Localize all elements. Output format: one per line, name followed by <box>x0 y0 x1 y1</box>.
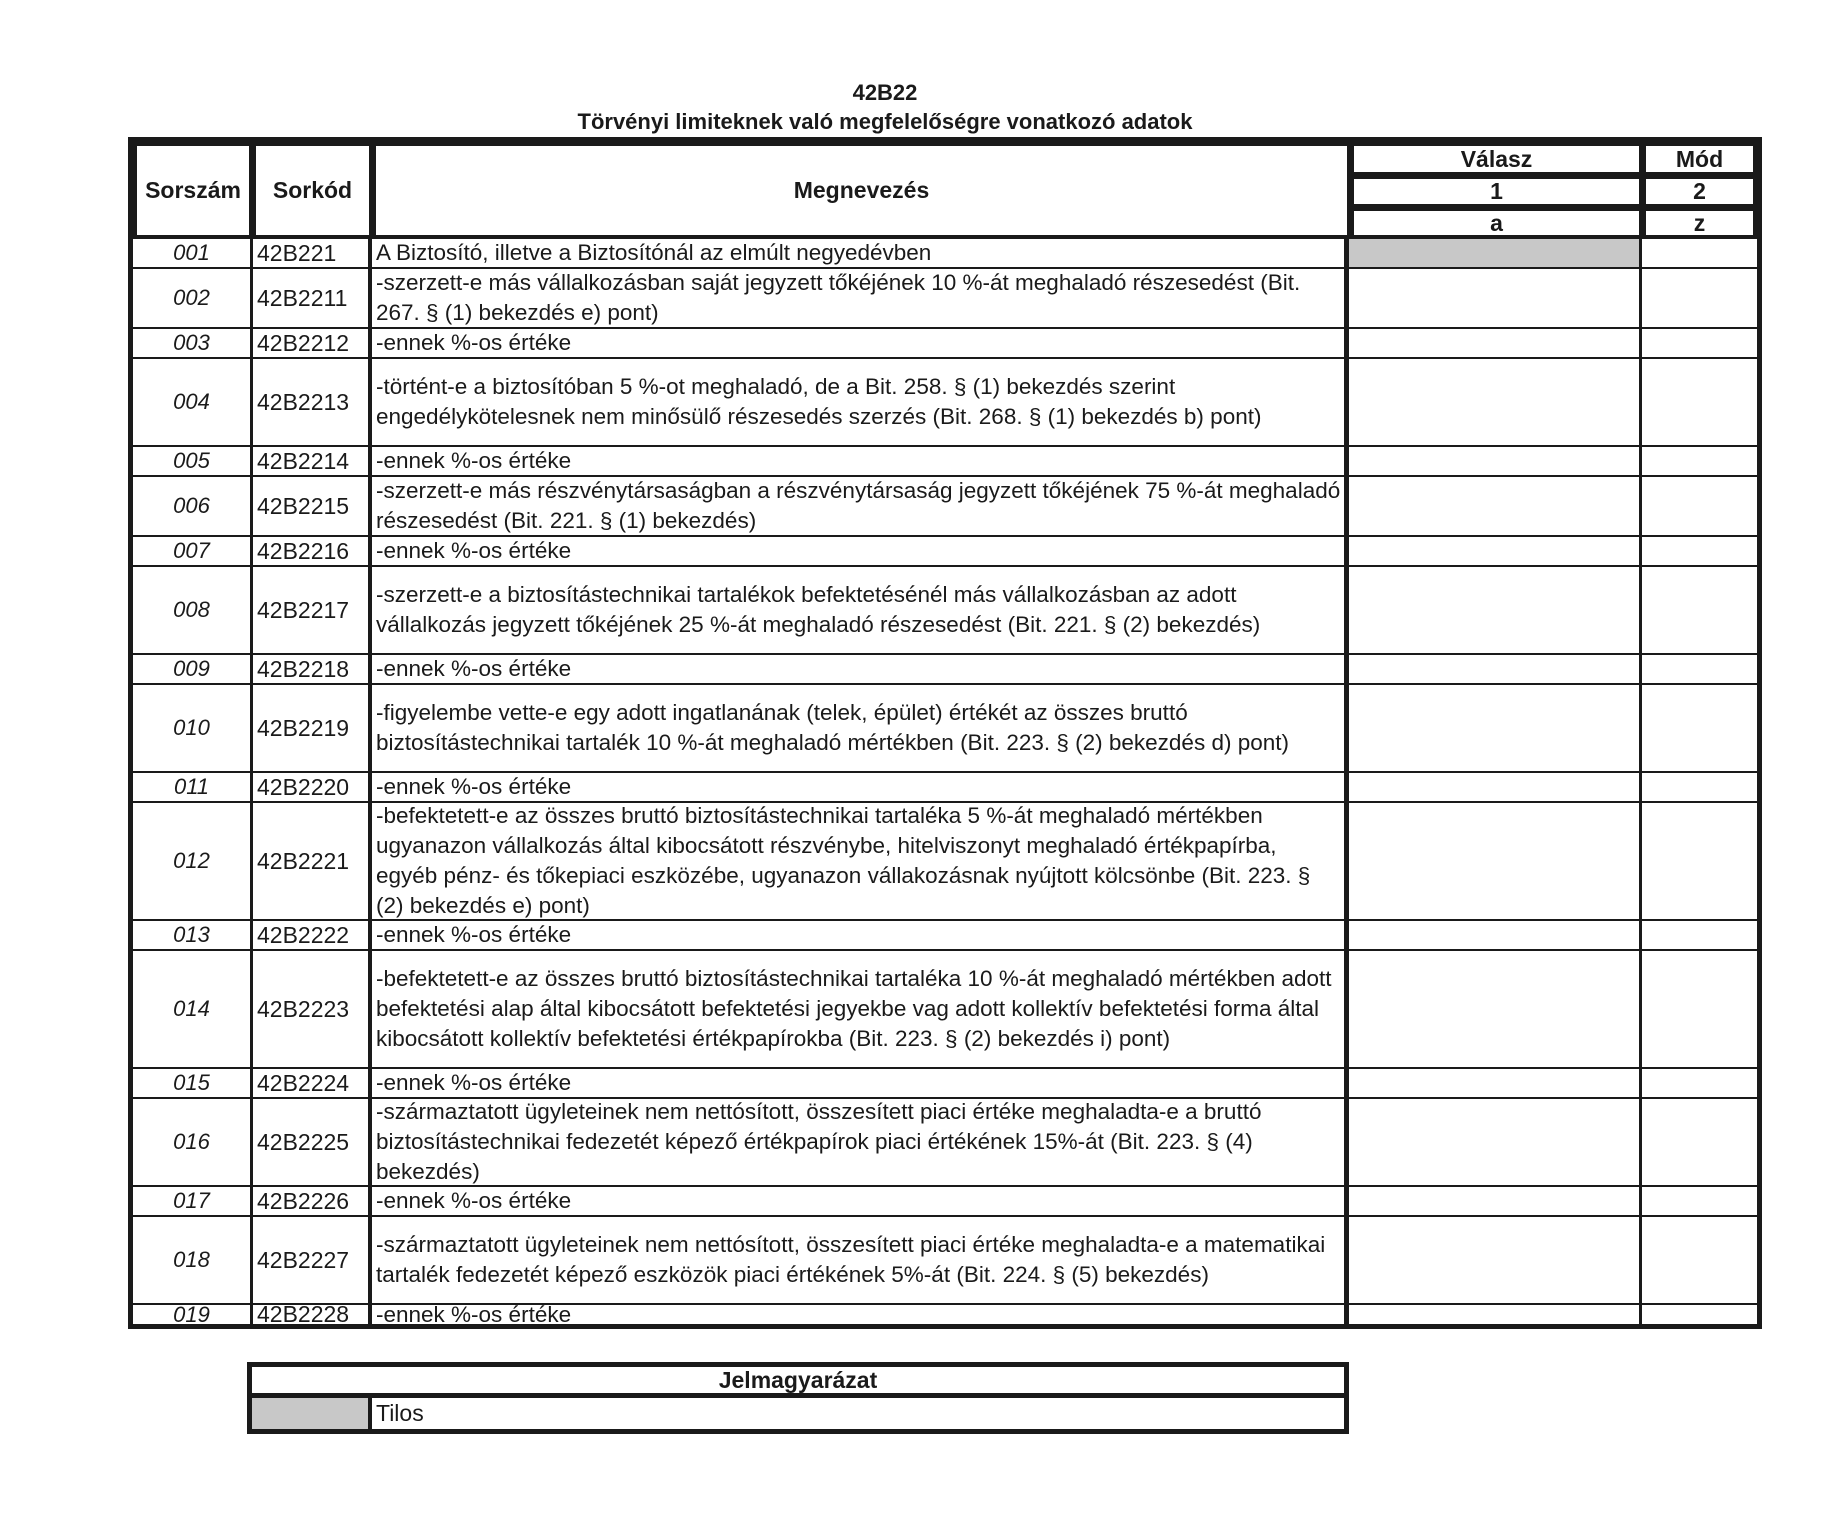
row-number: 014 <box>133 951 253 1069</box>
mode-cell[interactable] <box>1642 685 1757 773</box>
row-code: 42B2223 <box>253 951 372 1069</box>
row-code: 42B221 <box>253 239 372 269</box>
row-number: 003 <box>133 329 253 359</box>
answer-cell[interactable] <box>1349 803 1642 921</box>
row-description: -ennek %-os értéke <box>372 329 1349 359</box>
mode-cell[interactable] <box>1642 269 1757 329</box>
row-number: 009 <box>133 655 253 685</box>
row-code: 42B2222 <box>253 921 372 951</box>
answer-cell[interactable] <box>1349 685 1642 773</box>
header-megnevezes: Megnevezés <box>372 142 1351 239</box>
answer-cell[interactable] <box>1349 329 1642 359</box>
row-description: -szerzett-e más vállalkozásban saját jegyzett tőkéjének 10 %-át meghaladó részesedést (Bit. 267. § (1) bekezdés e) pont) <box>372 269 1349 329</box>
mode-cell[interactable] <box>1642 1099 1757 1187</box>
row-description: -ennek %-os értéke <box>372 447 1349 477</box>
row-description: -szerzett-e más részvénytársaságban a részvénytársaság jegyzett tőkéjének 75 %-át meghaladó részesedést (Bit. 221. § (1) bekezdés) <box>372 477 1349 537</box>
header-sorszam: Sorszám <box>133 142 253 239</box>
header-valasz-number: 1 <box>1350 175 1643 208</box>
row-number: 012 <box>133 803 253 921</box>
header-valasz-letter: a <box>1350 207 1643 239</box>
mode-cell[interactable] <box>1642 1217 1757 1305</box>
mode-cell[interactable] <box>1642 921 1757 951</box>
table-row <box>133 1069 1757 1099</box>
row-description: -ennek %-os értéke <box>372 1305 1349 1324</box>
table-row <box>133 269 1757 329</box>
answer-cell-forbidden <box>1349 239 1642 269</box>
row-code: 42B2211 <box>253 269 372 329</box>
row-code: 42B2221 <box>253 803 372 921</box>
row-number: 001 <box>133 239 253 269</box>
row-description: A Biztosító, illetve a Biztosítónál az elmúlt negyedévben <box>372 239 1349 269</box>
mode-cell[interactable] <box>1642 329 1757 359</box>
row-code: 42B2217 <box>253 567 372 655</box>
row-description: -szerzett-e a biztosítástechnikai tartalékok befektetésénél más vállalkozásban az adott vállalkozás jegyzett tőkéjének 25 %-át meghaladó részesedést (Bit. 221. § (2) bekezdés) <box>372 567 1349 655</box>
row-code: 42B2228 <box>253 1305 372 1324</box>
legend-swatch-forbidden <box>252 1398 372 1429</box>
row-description: -figyelembe vette-e egy adott ingatlanának (telek, épület) értékét az összes bruttó biztosítástechnikai tartalék 10 %-át meghaladó mértékben (Bit. 223. § (2) bekezdés d) pont) <box>372 685 1349 773</box>
table-row <box>133 1217 1757 1305</box>
header-mod-number: 2 <box>1642 175 1757 208</box>
answer-cell[interactable] <box>1349 477 1642 537</box>
row-description: -befektetett-e az összes bruttó biztosítástechnikai tartaléka 5 %-át meghaladó mértékben ugyanazon vállalkozás által kibocsátott részvénybe, hitelviszonyt meghaladó értékpapírba, egyéb pénz- és tőkepiaci eszközébe, ugyanazon vállakozásnak nyújtott kölcsönbe (Bit. 223. § (2) bekezdés e) pont) <box>372 803 1349 921</box>
mode-cell[interactable] <box>1642 951 1757 1069</box>
answer-cell[interactable] <box>1349 1305 1642 1324</box>
row-number: 016 <box>133 1099 253 1187</box>
answer-cell[interactable] <box>1349 655 1642 685</box>
table-row <box>133 447 1757 477</box>
table-row <box>133 477 1757 537</box>
row-description: -ennek %-os értéke <box>372 1187 1349 1217</box>
mode-cell[interactable] <box>1642 359 1757 447</box>
mode-cell[interactable] <box>1642 1069 1757 1099</box>
row-code: 42B2218 <box>253 655 372 685</box>
row-description: -történt-e a biztosítóban 5 %-ot meghaladó, de a Bit. 258. § (1) bekezdés szerint engedélykötelesnek nem minősülő részesedés szerzés (Bit. 268. § (1) bekezdés b) pont) <box>372 359 1349 447</box>
answer-cell[interactable] <box>1349 447 1642 477</box>
table-row <box>133 567 1757 655</box>
row-code: 42B2216 <box>253 537 372 567</box>
row-number: 002 <box>133 269 253 329</box>
page-header <box>0 78 1770 136</box>
answer-cell[interactable] <box>1349 773 1642 803</box>
legend-label-forbidden: Tilos <box>376 1400 424 1426</box>
legend <box>247 1362 1349 1434</box>
row-number: 008 <box>133 567 253 655</box>
row-number: 007 <box>133 537 253 567</box>
row-number: 010 <box>133 685 253 773</box>
table-row <box>133 951 1757 1069</box>
answer-cell[interactable] <box>1349 537 1642 567</box>
mode-cell[interactable] <box>1642 803 1757 921</box>
table-row <box>133 329 1757 359</box>
row-description: -ennek %-os értéke <box>372 921 1349 951</box>
answer-cell[interactable] <box>1349 269 1642 329</box>
table-row <box>133 685 1757 773</box>
row-number: 011 <box>133 773 253 803</box>
table-row <box>133 921 1757 951</box>
mode-cell[interactable] <box>1642 537 1757 567</box>
row-code: 42B2214 <box>253 447 372 477</box>
answer-cell[interactable] <box>1349 1099 1642 1187</box>
header-mod: Mód <box>1642 142 1757 176</box>
legend-title: Jelmagyarázat <box>252 1367 1344 1398</box>
mode-cell[interactable] <box>1642 447 1757 477</box>
page-title: Törvényi limiteknek való megfelelőségre vonatkozó adatok <box>577 109 1193 134</box>
answer-cell[interactable] <box>1349 1217 1642 1305</box>
row-description: -ennek %-os értéke <box>372 1069 1349 1099</box>
row-description: -ennek %-os értéke <box>372 537 1349 567</box>
header-sorkod: Sorkód <box>252 142 373 239</box>
row-code: 42B2227 <box>253 1217 372 1305</box>
row-code: 42B2212 <box>253 329 372 359</box>
mode-cell[interactable] <box>1642 773 1757 803</box>
table-row <box>133 1187 1757 1217</box>
answer-cell[interactable] <box>1349 567 1642 655</box>
mode-cell[interactable] <box>1642 655 1757 685</box>
table-row <box>133 359 1757 447</box>
row-number: 005 <box>133 447 253 477</box>
row-code: 42B2215 <box>253 477 372 537</box>
row-description: -származtatott ügyleteinek nem nettósított, összesített piaci értéke meghaladta-e a matematikai tartalék fedezetét képező eszközök piaci értékének 5%-át (Bit. 224. § (5) bekezdés) <box>372 1217 1349 1305</box>
row-description: -származtatott ügyleteinek nem nettósított, összesített piaci értéke meghaladta-e a bruttó biztosítástechnikai fedezetét képező értékpapírok piaci értékének 15%-át (Bit. 223. § (4) bekezdés) <box>372 1099 1349 1187</box>
table-row <box>133 239 1757 269</box>
row-description: -ennek %-os értéke <box>372 655 1349 685</box>
answer-cell[interactable] <box>1349 921 1642 951</box>
row-code: 42B2219 <box>253 685 372 773</box>
form-code: 42B22 <box>852 80 918 105</box>
mode-cell[interactable] <box>1642 567 1757 655</box>
table-row <box>133 1099 1757 1187</box>
row-number: 006 <box>133 477 253 537</box>
row-code: 42B2226 <box>253 1187 372 1217</box>
row-number: 019 <box>133 1305 253 1324</box>
mode-cell[interactable] <box>1642 239 1757 269</box>
mode-cell[interactable] <box>1642 1187 1757 1217</box>
row-number: 004 <box>133 359 253 447</box>
row-description: -befektetett-e az összes bruttó biztosítástechnikai tartaléka 10 %-át meghaladó mértékben adott befektetési alap által kibocsátott befektetési jegyekbe vag adott kollektív befektetési forma által kibocsátott kollektív befektetési értékpapírokba (Bit. 223. § (2) bekezdés i) pont) <box>372 951 1349 1069</box>
header-valasz: Válasz <box>1350 142 1643 176</box>
answer-cell[interactable] <box>1349 359 1642 447</box>
row-number: 015 <box>133 1069 253 1099</box>
header-mod-letter: z <box>1642 207 1757 239</box>
table-row <box>133 655 1757 685</box>
answer-cell[interactable] <box>1349 1187 1642 1217</box>
row-description: -ennek %-os értéke <box>372 773 1349 803</box>
table-row <box>133 1301 1757 1327</box>
table-row <box>133 803 1757 921</box>
row-number: 018 <box>133 1217 253 1305</box>
data-table <box>128 137 1762 1329</box>
answer-cell[interactable] <box>1349 1069 1642 1099</box>
row-code: 42B2225 <box>253 1099 372 1187</box>
row-number: 013 <box>133 921 253 951</box>
row-code: 42B2224 <box>253 1069 372 1099</box>
table-row <box>133 537 1757 567</box>
row-number: 017 <box>133 1187 253 1217</box>
mode-cell[interactable] <box>1642 477 1757 537</box>
answer-cell[interactable] <box>1349 951 1642 1069</box>
row-code: 42B2220 <box>253 773 372 803</box>
mode-cell[interactable] <box>1642 1305 1757 1324</box>
row-code: 42B2213 <box>253 359 372 447</box>
table-row <box>133 773 1757 803</box>
